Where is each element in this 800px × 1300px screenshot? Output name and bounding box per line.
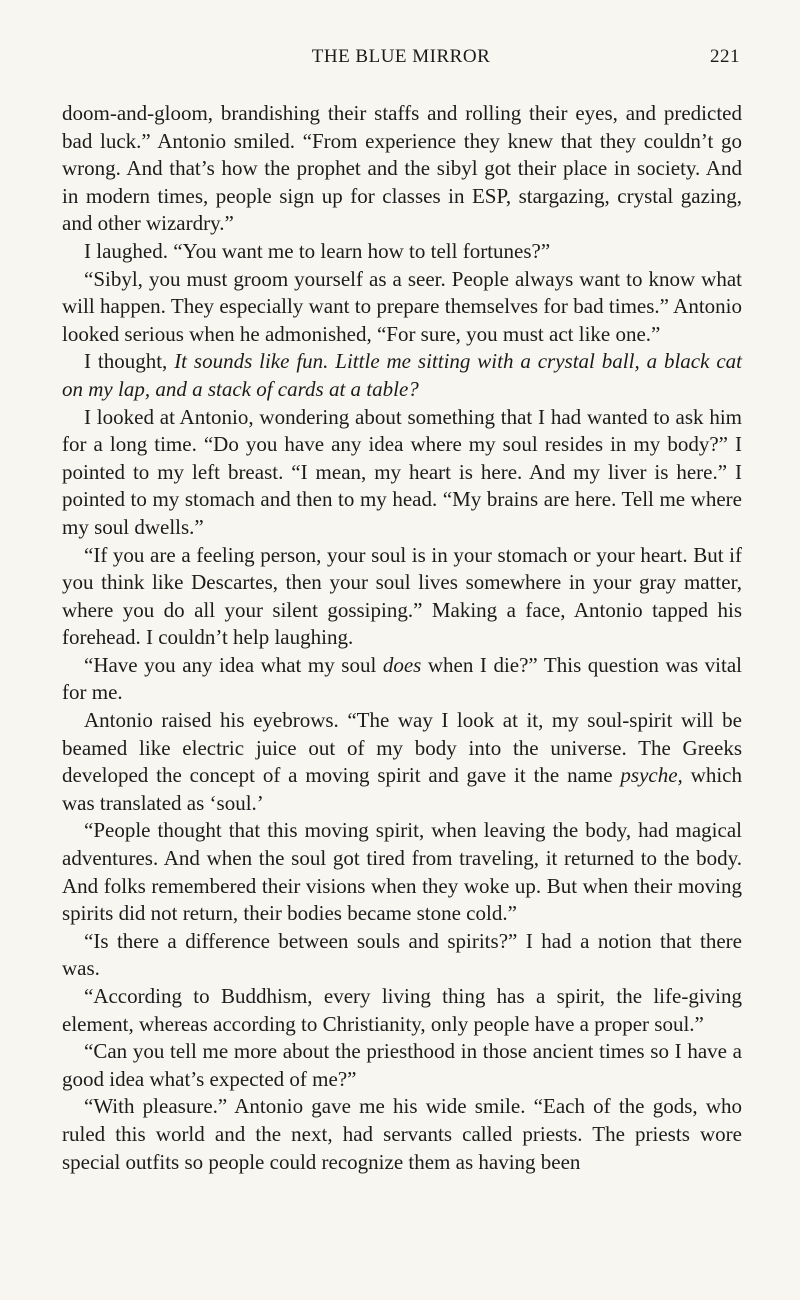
paragraph [62,266,742,349]
paragraph [62,1038,742,1093]
page-number: 221 [710,46,740,67]
italic-text: psyche, [620,763,683,788]
text-run: “Is there a difference between souls and spirits?” I had a notion that there was. [62,928,742,981]
paragraph [62,238,742,266]
text-run: I thought, [84,349,175,374]
paragraph [62,652,742,707]
paragraph [62,348,742,403]
paragraph [62,983,742,1038]
paragraph [62,542,742,652]
text-run: doom-and-gloom, brandishing their staffs and rolling their eyes, and predicted bad luck.” Antonio smiled. “From experience they knew that they couldn’t go wrong. And that’s how the prophet and the sibyl got their place in society. And in modern times, people sign up for classes in ESP, stargazing, crystal gazing, and other wizardry.” [62,101,742,236]
paragraph [62,404,742,542]
paragraph [62,928,742,983]
text-run: I looked at Antonio, wondering about something that I had wanted to ask him for a long time. “Do you have any idea where my soul resides in my body?” I pointed to my left breast. “I mean, my heart is here. And my liver is here.” I pointed to my stomach and then to my head. “My brains are here. Tell me where my soul dwells.” [62,404,742,539]
paragraph [62,1093,742,1176]
text-run: “People thought that this moving spirit, when leaving the body, had magical adventures. And when the soul got tired from traveling, it returned to the body. And folks remembered their visions when they woke up. But when their moving spirits did not return, their bodies became stone cold.” [62,818,742,926]
text-run: “Can you tell me more about the priesthood in those ancient times so I have a good idea what’s expected of me?” [62,1039,742,1091]
running-head [62,46,740,74]
paragraph [62,707,742,817]
paragraph [62,817,742,927]
italic-text: does [382,652,422,677]
body-text [62,100,742,1176]
text-run: I laughed. “You want me to learn how to tell fortunes?” [84,238,551,263]
running-title: THE BLUE MIRROR [311,46,491,67]
text-run: which was translated as ‘soul.’ [62,763,742,815]
text-run: when I die?” This question was vital for me. [62,652,742,705]
text-run: Antonio raised his eyebrows. “The way I look at it, my soul-spirit will be beamed like electric juice out of my body into the universe. The Greeks developed the concept of a moving spirit and gave it the name [62,708,742,788]
text-run: “With pleasure.” Antonio gave me his wide smile. “Each of the gods, who ruled this world and the next, had servants called priests. The priests wore special outfits so people could recognize them as having been [62,1094,742,1174]
text-run: “Have you any idea what my soul [84,652,383,677]
italic-text: It sounds like fun. Little me sitting with a crystal ball, a black cat on my lap, and a stack of cards at a table? [62,349,742,401]
text-run: “Sibyl, you must groom yourself as a seer. People always want to know what will happen. They especially want to prepare themselves for bad times.” Antonio looked serious when he admonished, “For sure, you must act like one.” [62,266,742,346]
text-run: “If you are a feeling person, your soul is in your stomach or your heart. But if you think like Descartes, then your soul lives somewhere in your gray matter, where you do all your silent gossiping.” Making a face, Antonio tapped his forehead. I couldn’t help laughing. [62,542,742,650]
paragraph [62,100,742,238]
text-run: “According to Buddhism, every living thing has a spirit, the life-giving element, whereas according to Christianity, only people have a proper soul.” [62,984,742,1036]
